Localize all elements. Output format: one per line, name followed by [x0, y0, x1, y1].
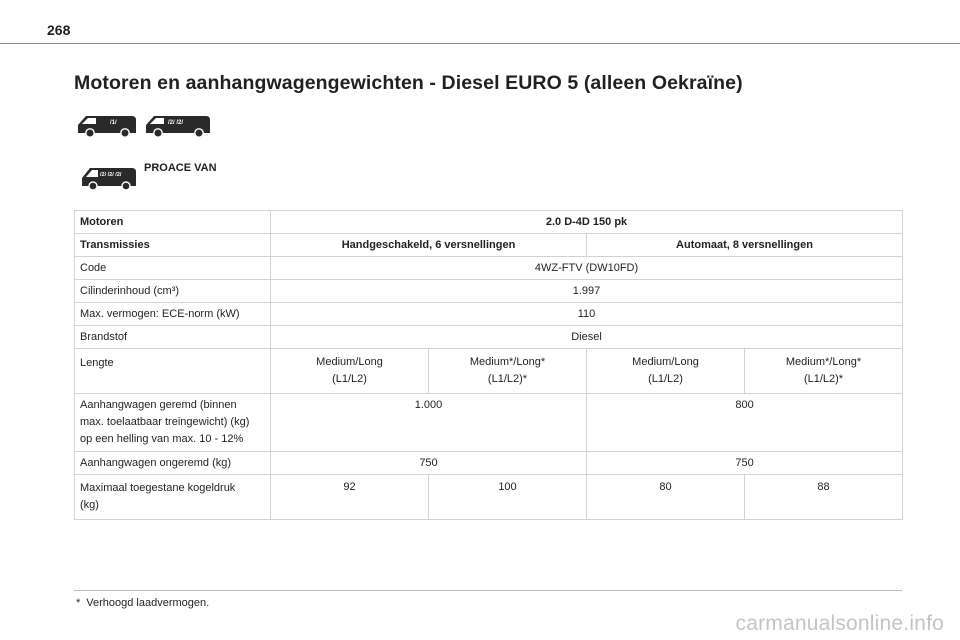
- watermark[interactable]: carmanualsonline.info: [735, 612, 944, 635]
- van-short-icon: [76, 112, 138, 138]
- transmission-auto: Automaat, 8 versnellingen: [587, 234, 903, 257]
- footnote-text: Verhoogd laadvermogen.: [86, 597, 210, 609]
- transmission-manual: Handgeschakeld, 6 versnellingen: [271, 234, 587, 257]
- row-label: Transmissies: [75, 234, 271, 257]
- braked-auto: 800: [587, 394, 903, 452]
- table-row-length: [75, 349, 903, 394]
- row-label: Aanhangwagen geremd (binnen max. toelaatbaar treingewicht) (kg) op een helling van max. 10 - 12%: [75, 394, 271, 452]
- unbraked-manual: 750: [271, 452, 587, 475]
- footnote-mark: *: [76, 597, 81, 609]
- table-row-unbraked-trailer: [75, 452, 903, 475]
- svg-text:/2/ /2/ /2/: /2/ /2/ /2/: [100, 172, 122, 178]
- row-label: Aanhangwagen ongeremd (kg): [75, 452, 271, 475]
- length-cell: Medium/Long (L1/L2): [587, 349, 745, 394]
- footnote-divider: [74, 590, 902, 591]
- code-value: 4WZ-FTV (DW10FD): [271, 257, 903, 280]
- van-long-icon: [144, 112, 212, 138]
- van-crew-icon: [80, 163, 138, 191]
- footnote: [76, 597, 209, 609]
- table-row-code: [75, 257, 903, 280]
- length-cell: Medium/Long (L1/L2): [271, 349, 429, 394]
- header-divider: [0, 43, 960, 44]
- fuel-value: Diesel: [271, 326, 903, 349]
- svg-text:/2/ /2/: /2/ /2/: [168, 120, 184, 126]
- nose-load-cell: 80: [587, 475, 745, 520]
- row-label: Cilinderinhoud (cm³): [75, 280, 271, 303]
- page-title: Motoren en aanhangwagengewichten - Diesel EURO 5 (alleen Oekraïne): [74, 72, 743, 94]
- table-row-braked-trailer: [75, 394, 903, 452]
- braked-manual: 1.000: [271, 394, 587, 452]
- row-label: Brandstof: [75, 326, 271, 349]
- model-label: PROACE VAN: [144, 162, 217, 174]
- page-number: 268: [47, 22, 71, 38]
- table-row-transmission: [75, 234, 903, 257]
- table-row-fuel: [75, 326, 903, 349]
- spec-table: [74, 210, 903, 520]
- length-cell: Medium*/Long* (L1/L2)*: [429, 349, 587, 394]
- table-row-displacement: [75, 280, 903, 303]
- row-label: Lengte: [75, 349, 271, 394]
- engine-value: 2.0 D-4D 150 pk: [271, 211, 903, 234]
- unbraked-auto: 750: [587, 452, 903, 475]
- power-value: 110: [271, 303, 903, 326]
- table-row-engine: [75, 211, 903, 234]
- row-label: Motoren: [75, 211, 271, 234]
- row-label: Maximaal toegestane kogeldruk (kg): [75, 475, 271, 520]
- row-label: Code: [75, 257, 271, 280]
- svg-text:/1/: /1/: [110, 120, 117, 126]
- table-row-nose-load: [75, 475, 903, 520]
- length-cell: Medium*/Long* (L1/L2)*: [745, 349, 903, 394]
- displacement-value: 1.997: [271, 280, 903, 303]
- table-row-power: [75, 303, 903, 326]
- row-label: Max. vermogen: ECE-norm (kW): [75, 303, 271, 326]
- nose-load-cell: 92: [271, 475, 429, 520]
- nose-load-cell: 88: [745, 475, 903, 520]
- nose-load-cell: 100: [429, 475, 587, 520]
